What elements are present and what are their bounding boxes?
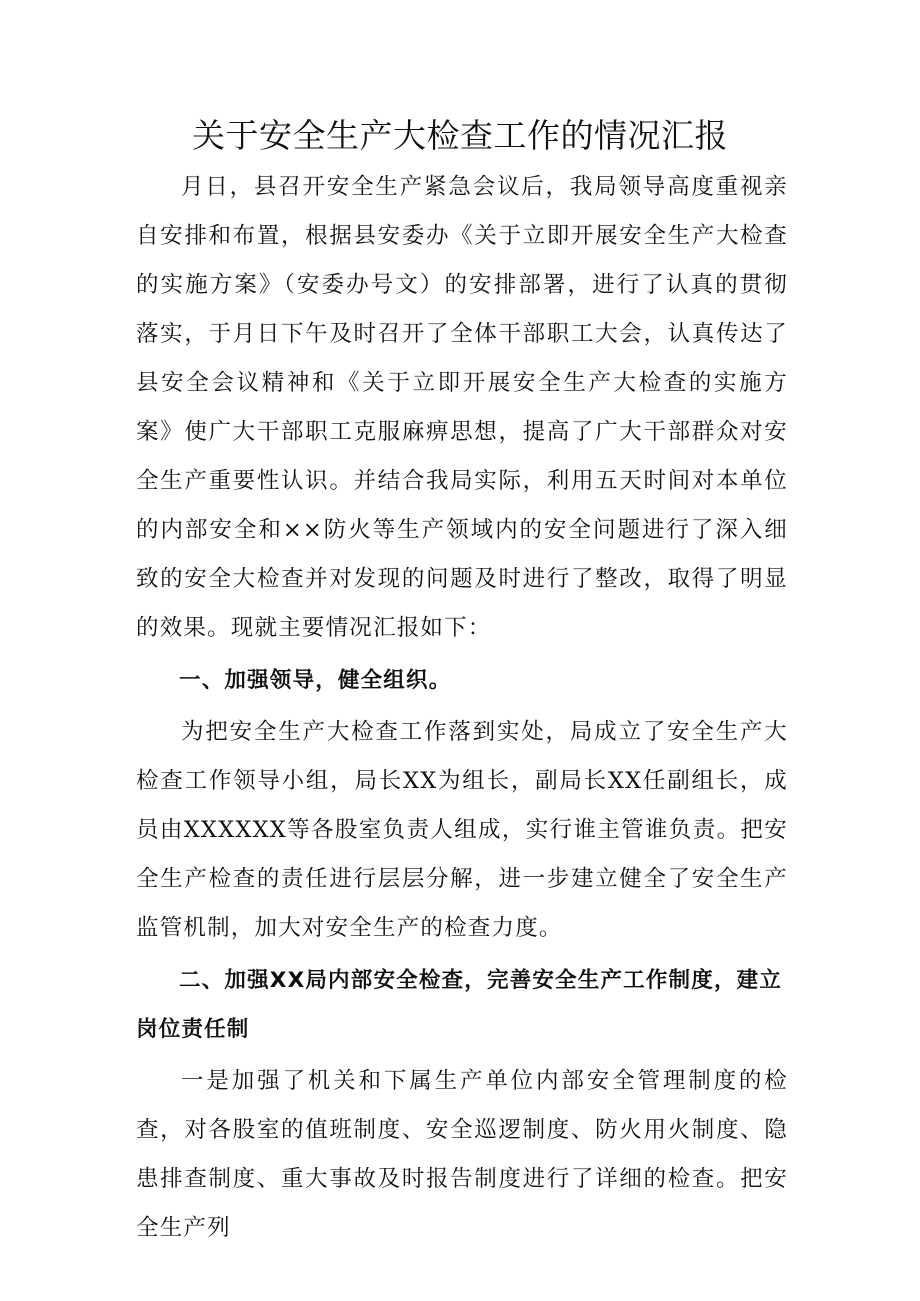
section-heading-2: 二、加强XX局内部安全检查，完善安全生产工作制度，建立岗位责任制 [136,968,783,1042]
body-paragraph-intro: 月日，县召开安全生产紧急会议后，我局领导高度重视亲自安排和布置，根据县安委办《关于立即开展安全生产大检查的实施方案》（安委办号文）的安排部署，进行了认真的贯彻落实，于月日下午及时召开了全体干部职工大会，认真传达了县安全会议精神和《关于立即开展安全生产大检查的实施方案》使广大干部职工克服麻痹思想，提高了广大干部群众对安全生产重要性认识。并结合我局实际，利用五天时间对本单位的内部安全和××防火等生产领域内的安全问题进行了深入细致的安全大检查并对发现的问题及时进行了整改，取得了明显的效果。现就主要情况汇报如下： [136,174,788,641]
body-paragraph-section-1: 为把安全生产大检查工作落到实处，局成立了安全生产大检查工作领导小组，局长XX为组长，副局长XX任副组长，成员由XXXXXX等各股室负责人组成，实行谁主管谁负责。把安全生产检查的责任进行层层分解，进一步建立健全了安全生产监管机制，加大对安全生产的检查力度。 [136,719,788,941]
body-paragraph-section-2: 一是加强了机关和下属生产单位内部安全管理制度的检查，对各股室的值班制度、安全巡逻制度、防火用火制度、隐患排查制度、重大事故及时报告制度进行了详细的检查。把安全生产列 [136,1068,788,1241]
document-title: 关于安全生产大检查工作的情况汇报 [192,116,728,155]
document-body [136,163,788,1253]
section-heading-1: 一、加强领导，健全组织。 [179,668,452,693]
